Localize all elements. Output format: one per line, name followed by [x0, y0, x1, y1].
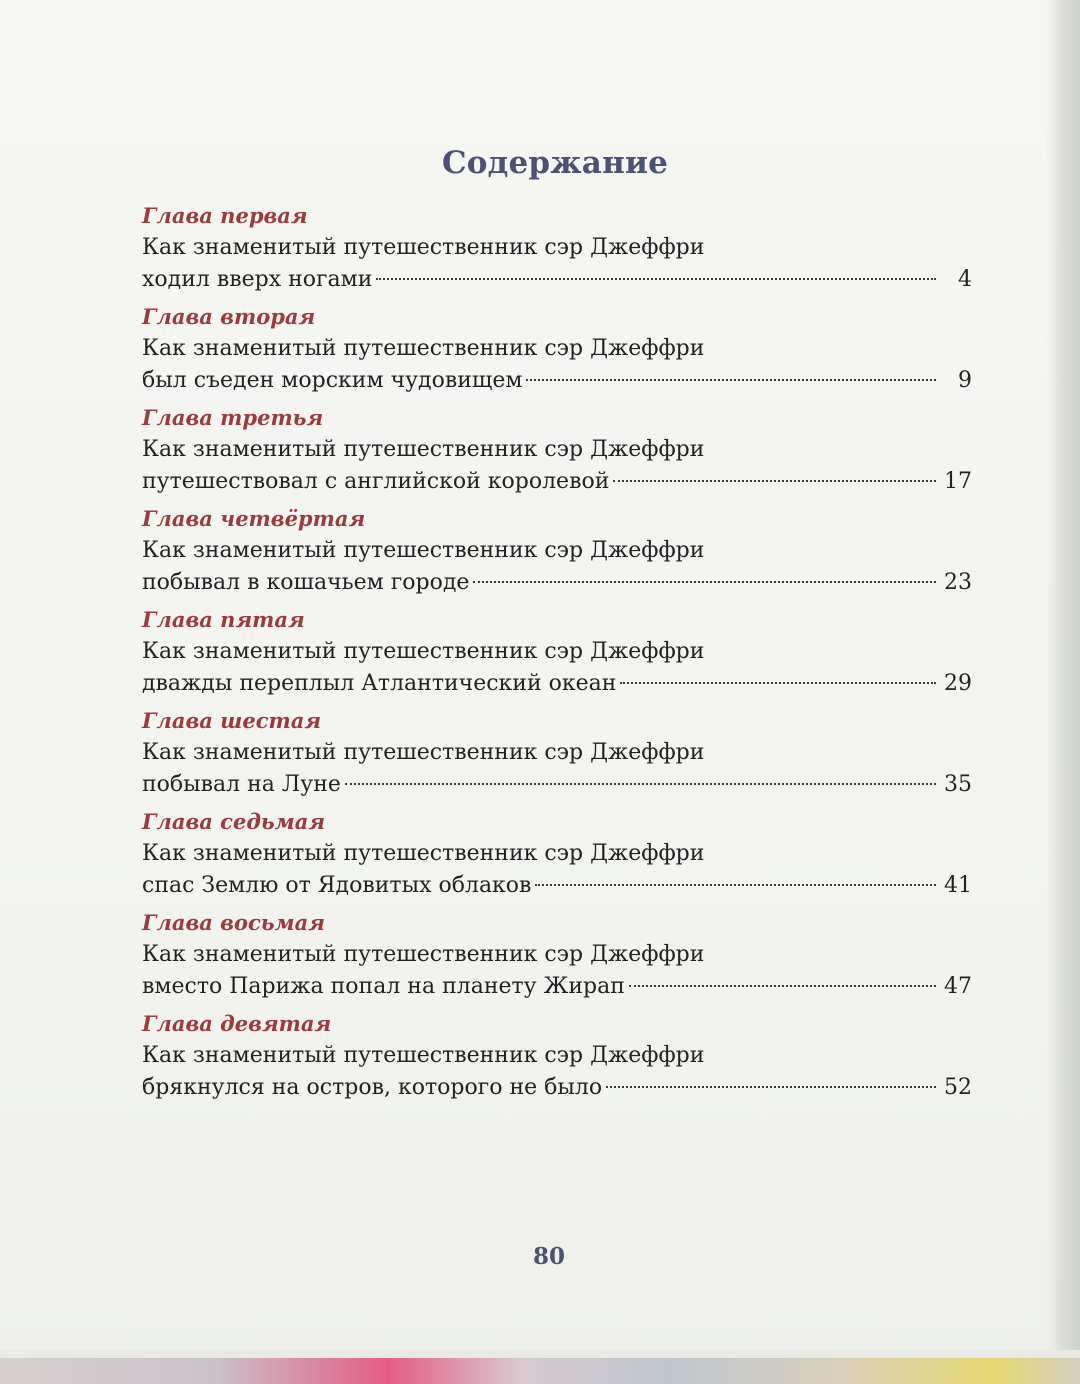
chapter-title-line-1: Как знаменитый путешественник сэр Джеффри	[142, 437, 705, 462]
page-number: 17	[944, 469, 972, 494]
page-number: 41	[944, 873, 972, 898]
chapter-title-line-2	[142, 668, 972, 700]
chapter-title-line-1: Как знаменитый путешественник сэр Джеффри	[142, 841, 705, 866]
toc-entry	[142, 705, 972, 806]
chapter-title-line-2	[142, 264, 972, 296]
chapter-title-text: побывал на Луне	[142, 772, 341, 797]
dot-leader	[606, 1084, 936, 1088]
chapter-title-line-2	[142, 466, 972, 498]
chapter-title-line-1: Как знаменитый путешественник сэр Джеффри	[142, 1043, 705, 1068]
chapter-heading: Глава третья	[142, 405, 324, 430]
dot-leader	[376, 276, 936, 280]
chapter-title-text: путешествовал с английской королевой	[142, 469, 610, 494]
chapter-heading: Глава первая	[142, 203, 308, 228]
chapter-title-text: вместо Парижа попал на планету Жирап	[142, 974, 625, 999]
chapter-title-text: дважды переплыл Атлантический океан	[142, 671, 617, 696]
chapter-heading: Глава седьмая	[142, 809, 326, 834]
page-number: 47	[944, 974, 972, 999]
chapter-title-line-1: Как знаменитый путешественник сэр Джеффри	[142, 538, 705, 563]
dot-leader	[535, 882, 936, 886]
chapter-title-line-1: Как знаменитый путешественник сэр Джеффри	[142, 639, 705, 664]
page-number: 9	[958, 368, 972, 393]
chapter-heading: Глава четвёртая	[142, 506, 366, 531]
page-number: 23	[944, 570, 972, 595]
toc-entry	[142, 806, 972, 907]
dot-leader	[345, 781, 936, 785]
page-title: Содержание	[441, 144, 669, 181]
chapter-heading: Глава шестая	[142, 708, 322, 733]
chapter-title-text: ходил вверх ногами	[142, 267, 373, 292]
page-number: 29	[944, 671, 972, 696]
toc-entry	[142, 301, 972, 402]
chapter-title-line-1: Как знаменитый путешественник сэр Джеффри	[142, 942, 705, 967]
chapter-title-line-1: Как знаменитый путешественник сэр Джеффри	[142, 235, 705, 260]
dot-leader	[629, 983, 936, 987]
page-edge-shadow	[1046, 0, 1080, 1384]
chapter-title-line-2	[142, 1072, 972, 1104]
chapter-title-text: был съеден морским чудовищем	[142, 368, 523, 393]
chapter-title-text: спас Землю от Ядовитых облаков	[142, 873, 532, 898]
chapter-heading: Глава вторая	[142, 304, 316, 329]
chapter-title-text: брякнулся на остров, которого не было	[142, 1075, 603, 1100]
toc-entry	[142, 907, 972, 1008]
toc-entry	[142, 200, 972, 301]
toc-entry	[142, 1008, 972, 1109]
page-number: 35	[944, 772, 972, 797]
dot-leader	[526, 377, 936, 381]
chapter-title-line-1: Как знаменитый путешественник сэр Джеффри	[142, 740, 705, 765]
chapter-heading: Глава пятая	[142, 607, 305, 632]
toc-entry	[142, 402, 972, 503]
table-of-contents	[142, 200, 972, 1109]
chapter-title-line-2	[142, 971, 972, 1003]
dot-leader	[613, 478, 936, 482]
page-folio: 80	[532, 1243, 565, 1270]
chapter-heading: Глава восьмая	[142, 910, 325, 935]
toc-entry	[142, 604, 972, 705]
chapter-heading: Глава девятая	[142, 1011, 332, 1036]
chapter-title-line-2	[142, 365, 972, 397]
chapter-title-line-1: Как знаменитый путешественник сэр Джеффри	[142, 336, 705, 361]
chapter-title-text: побывал в кошачьем городе	[142, 570, 470, 595]
cover-edge-strip	[0, 1356, 1080, 1384]
page-number: 52	[944, 1075, 972, 1100]
chapter-title-line-2	[142, 870, 972, 902]
dot-leader	[620, 680, 936, 684]
chapter-title-line-2	[142, 567, 972, 599]
toc-entry	[142, 503, 972, 604]
chapter-title-line-2	[142, 769, 972, 801]
page-number: 4	[958, 267, 972, 292]
dot-leader	[473, 579, 936, 583]
